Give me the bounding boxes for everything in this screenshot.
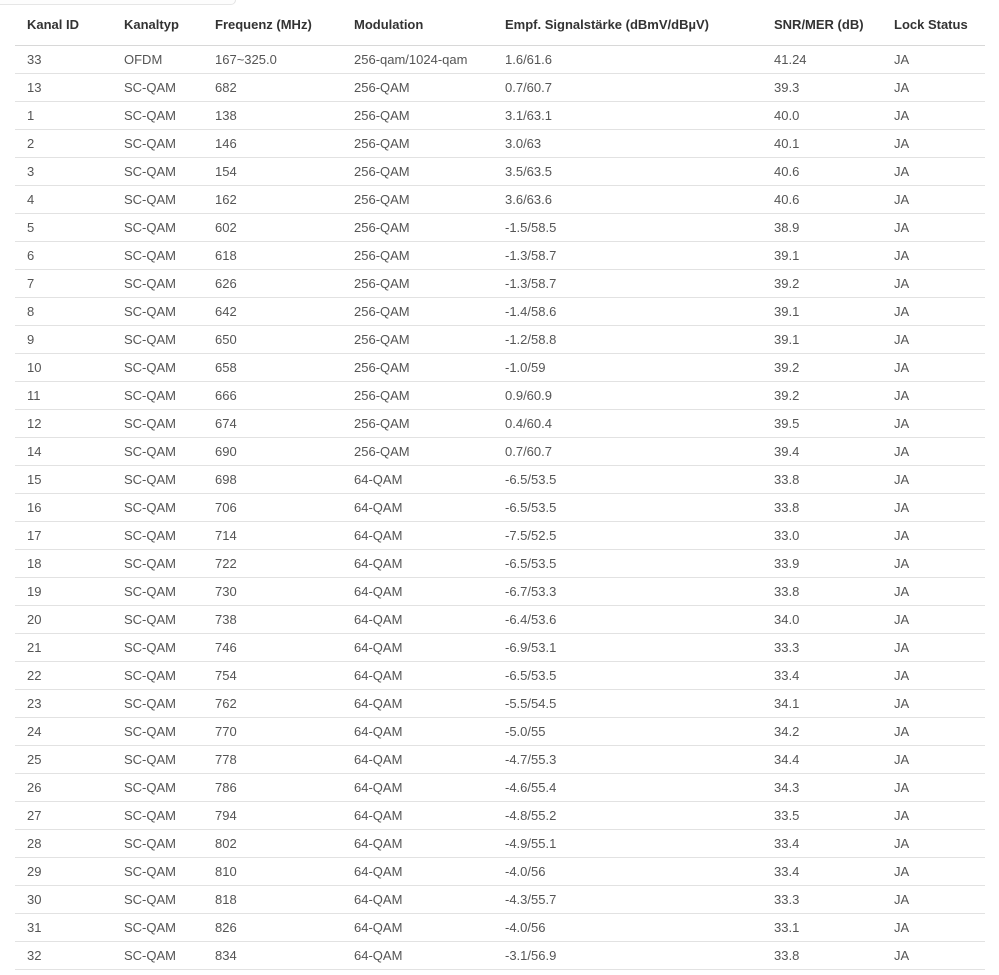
cell-signalstaerke: 1.6/61.6 — [493, 46, 762, 74]
cell-lock-status: JA — [882, 774, 985, 802]
cell-modulation: 64-QAM — [342, 746, 493, 774]
cell-signalstaerke: 3.5/63.5 — [493, 158, 762, 186]
cell-kanaltyp: SC-QAM — [112, 270, 203, 298]
cell-signalstaerke: -6.7/53.3 — [493, 578, 762, 606]
cell-snr-mer: 39.1 — [762, 298, 882, 326]
cell-frequenz: 658 — [203, 354, 342, 382]
cell-kanaltyp: SC-QAM — [112, 578, 203, 606]
cell-lock-status: JA — [882, 802, 985, 830]
cell-kanaltyp: OFDM — [112, 46, 203, 74]
cell-kanal-id: 3 — [15, 158, 112, 186]
cell-kanaltyp: SC-QAM — [112, 606, 203, 634]
table-row — [15, 466, 985, 494]
table-row — [15, 830, 985, 858]
cell-kanaltyp: SC-QAM — [112, 718, 203, 746]
cell-kanaltyp: SC-QAM — [112, 830, 203, 858]
cell-kanaltyp: SC-QAM — [112, 130, 203, 158]
cell-signalstaerke: -6.5/53.5 — [493, 662, 762, 690]
cell-frequenz: 834 — [203, 942, 342, 970]
table-row — [15, 354, 985, 382]
cell-lock-status: JA — [882, 494, 985, 522]
cell-frequenz: 754 — [203, 662, 342, 690]
cell-kanaltyp: SC-QAM — [112, 942, 203, 970]
cell-kanaltyp: SC-QAM — [112, 410, 203, 438]
column-header-kanaltyp: Kanaltyp — [112, 5, 203, 46]
table-row — [15, 802, 985, 830]
cell-frequenz: 786 — [203, 774, 342, 802]
table-row — [15, 438, 985, 466]
cell-modulation: 64-QAM — [342, 662, 493, 690]
cell-kanaltyp: SC-QAM — [112, 550, 203, 578]
cell-kanaltyp: SC-QAM — [112, 382, 203, 410]
cell-snr-mer: 33.8 — [762, 494, 882, 522]
cell-modulation: 64-QAM — [342, 718, 493, 746]
cell-signalstaerke: -4.0/56 — [493, 914, 762, 942]
cell-signalstaerke: -4.9/55.1 — [493, 830, 762, 858]
cell-signalstaerke: -6.5/53.5 — [493, 494, 762, 522]
cell-lock-status: JA — [882, 186, 985, 214]
cell-modulation: 256-qam/1024-qam — [342, 46, 493, 74]
cell-lock-status: JA — [882, 578, 985, 606]
downstream-channel-table — [15, 5, 985, 970]
cell-kanal-id: 19 — [15, 578, 112, 606]
cell-signalstaerke: -7.5/52.5 — [493, 522, 762, 550]
cell-snr-mer: 33.8 — [762, 578, 882, 606]
table-row — [15, 102, 985, 130]
table-row — [15, 606, 985, 634]
cell-lock-status: JA — [882, 550, 985, 578]
cell-modulation: 256-QAM — [342, 270, 493, 298]
cell-modulation: 256-QAM — [342, 242, 493, 270]
cell-lock-status: JA — [882, 102, 985, 130]
cell-lock-status: JA — [882, 438, 985, 466]
cell-snr-mer: 33.1 — [762, 914, 882, 942]
column-header-frequenz: Frequenz (MHz) — [203, 5, 342, 46]
cell-snr-mer: 33.0 — [762, 522, 882, 550]
cell-signalstaerke: -1.5/58.5 — [493, 214, 762, 242]
cell-frequenz: 602 — [203, 214, 342, 242]
column-header-lock-status: Lock Status — [882, 5, 985, 46]
cell-snr-mer: 40.6 — [762, 158, 882, 186]
cell-lock-status: JA — [882, 830, 985, 858]
cell-kanaltyp: SC-QAM — [112, 158, 203, 186]
cell-modulation: 64-QAM — [342, 466, 493, 494]
cell-signalstaerke: -1.2/58.8 — [493, 326, 762, 354]
cell-frequenz: 738 — [203, 606, 342, 634]
cell-kanaltyp: SC-QAM — [112, 354, 203, 382]
cell-kanaltyp: SC-QAM — [112, 690, 203, 718]
cell-snr-mer: 39.3 — [762, 74, 882, 102]
cell-kanal-id: 17 — [15, 522, 112, 550]
cell-signalstaerke: -6.5/53.5 — [493, 466, 762, 494]
cell-signalstaerke: -4.3/55.7 — [493, 886, 762, 914]
cell-frequenz: 778 — [203, 746, 342, 774]
cell-frequenz: 650 — [203, 326, 342, 354]
cell-kanaltyp: SC-QAM — [112, 466, 203, 494]
cell-snr-mer: 34.4 — [762, 746, 882, 774]
table-row — [15, 74, 985, 102]
table-row — [15, 858, 985, 886]
cell-lock-status: JA — [882, 410, 985, 438]
cell-signalstaerke: -1.0/59 — [493, 354, 762, 382]
cell-kanaltyp: SC-QAM — [112, 102, 203, 130]
cell-modulation: 64-QAM — [342, 858, 493, 886]
cell-snr-mer: 39.1 — [762, 242, 882, 270]
cell-kanal-id: 21 — [15, 634, 112, 662]
cell-modulation: 256-QAM — [342, 438, 493, 466]
cell-kanal-id: 14 — [15, 438, 112, 466]
cell-frequenz: 762 — [203, 690, 342, 718]
cell-frequenz: 794 — [203, 802, 342, 830]
cell-lock-status: JA — [882, 662, 985, 690]
table-row — [15, 634, 985, 662]
table-row — [15, 298, 985, 326]
table-row — [15, 382, 985, 410]
column-header-modulation: Modulation — [342, 5, 493, 46]
cell-kanaltyp: SC-QAM — [112, 886, 203, 914]
cell-snr-mer: 39.2 — [762, 354, 882, 382]
cell-modulation: 64-QAM — [342, 606, 493, 634]
cell-signalstaerke: -1.3/58.7 — [493, 242, 762, 270]
table-row — [15, 522, 985, 550]
cell-snr-mer: 33.4 — [762, 858, 882, 886]
cell-frequenz: 682 — [203, 74, 342, 102]
cell-modulation: 64-QAM — [342, 634, 493, 662]
cell-modulation: 256-QAM — [342, 410, 493, 438]
cell-lock-status: JA — [882, 354, 985, 382]
cell-modulation: 256-QAM — [342, 354, 493, 382]
table-row — [15, 774, 985, 802]
cell-kanal-id: 20 — [15, 606, 112, 634]
cell-kanal-id: 23 — [15, 690, 112, 718]
cell-snr-mer: 40.1 — [762, 130, 882, 158]
cell-snr-mer: 34.3 — [762, 774, 882, 802]
cell-modulation: 64-QAM — [342, 550, 493, 578]
table-header-row — [15, 5, 985, 46]
cell-lock-status: JA — [882, 214, 985, 242]
cell-snr-mer: 39.2 — [762, 382, 882, 410]
cell-lock-status: JA — [882, 858, 985, 886]
table-row — [15, 326, 985, 354]
table-row — [15, 690, 985, 718]
table-row — [15, 186, 985, 214]
cell-lock-status: JA — [882, 522, 985, 550]
cell-signalstaerke: 0.9/60.9 — [493, 382, 762, 410]
cell-kanal-id: 29 — [15, 858, 112, 886]
cell-signalstaerke: -4.0/56 — [493, 858, 762, 886]
cell-snr-mer: 39.2 — [762, 270, 882, 298]
cell-signalstaerke: -4.6/55.4 — [493, 774, 762, 802]
table-row — [15, 214, 985, 242]
cell-modulation: 256-QAM — [342, 102, 493, 130]
cell-frequenz: 138 — [203, 102, 342, 130]
table-row — [15, 46, 985, 74]
cell-frequenz: 146 — [203, 130, 342, 158]
table-row — [15, 718, 985, 746]
cell-frequenz: 730 — [203, 578, 342, 606]
column-header-snr-mer: SNR/MER (dB) — [762, 5, 882, 46]
cell-modulation: 256-QAM — [342, 214, 493, 242]
cell-kanal-id: 12 — [15, 410, 112, 438]
cell-kanal-id: 24 — [15, 718, 112, 746]
cell-signalstaerke: 0.7/60.7 — [493, 74, 762, 102]
table-row — [15, 886, 985, 914]
cell-kanaltyp: SC-QAM — [112, 242, 203, 270]
cell-frequenz: 618 — [203, 242, 342, 270]
cell-modulation: 64-QAM — [342, 578, 493, 606]
cell-kanaltyp: SC-QAM — [112, 634, 203, 662]
cell-lock-status: JA — [882, 690, 985, 718]
table-row — [15, 550, 985, 578]
cell-modulation: 64-QAM — [342, 494, 493, 522]
cell-signalstaerke: -5.5/54.5 — [493, 690, 762, 718]
table-row — [15, 130, 985, 158]
cell-modulation: 64-QAM — [342, 942, 493, 970]
cell-modulation: 64-QAM — [342, 690, 493, 718]
cell-signalstaerke: -6.5/53.5 — [493, 550, 762, 578]
cell-kanaltyp: SC-QAM — [112, 774, 203, 802]
cell-snr-mer: 40.6 — [762, 186, 882, 214]
cell-kanal-id: 15 — [15, 466, 112, 494]
cell-frequenz: 810 — [203, 858, 342, 886]
table-row — [15, 942, 985, 970]
cell-frequenz: 698 — [203, 466, 342, 494]
cell-kanal-id: 22 — [15, 662, 112, 690]
table-row — [15, 494, 985, 522]
cell-kanal-id: 7 — [15, 270, 112, 298]
cell-lock-status: JA — [882, 298, 985, 326]
cell-snr-mer: 39.1 — [762, 326, 882, 354]
cell-signalstaerke: 3.6/63.6 — [493, 186, 762, 214]
cell-kanal-id: 11 — [15, 382, 112, 410]
cell-snr-mer: 39.5 — [762, 410, 882, 438]
cell-kanal-id: 31 — [15, 914, 112, 942]
cell-modulation: 256-QAM — [342, 158, 493, 186]
table-body — [15, 46, 985, 970]
cell-lock-status: JA — [882, 130, 985, 158]
cell-frequenz: 714 — [203, 522, 342, 550]
cell-frequenz: 690 — [203, 438, 342, 466]
cell-kanal-id: 13 — [15, 74, 112, 102]
table-row — [15, 578, 985, 606]
cell-frequenz: 770 — [203, 718, 342, 746]
cell-lock-status: JA — [882, 46, 985, 74]
table-row — [15, 914, 985, 942]
cell-kanal-id: 16 — [15, 494, 112, 522]
cell-frequenz: 642 — [203, 298, 342, 326]
cell-frequenz: 826 — [203, 914, 342, 942]
cell-lock-status: JA — [882, 718, 985, 746]
cell-modulation: 64-QAM — [342, 830, 493, 858]
cell-modulation: 64-QAM — [342, 774, 493, 802]
cell-kanal-id: 25 — [15, 746, 112, 774]
table-row — [15, 410, 985, 438]
cell-frequenz: 626 — [203, 270, 342, 298]
cell-signalstaerke: 0.7/60.7 — [493, 438, 762, 466]
cell-signalstaerke: 3.1/63.1 — [493, 102, 762, 130]
cell-snr-mer: 33.5 — [762, 802, 882, 830]
cell-kanal-id: 18 — [15, 550, 112, 578]
cell-lock-status: JA — [882, 886, 985, 914]
cell-modulation: 64-QAM — [342, 914, 493, 942]
cell-kanaltyp: SC-QAM — [112, 522, 203, 550]
cell-kanal-id: 2 — [15, 130, 112, 158]
cell-kanal-id: 9 — [15, 326, 112, 354]
cell-frequenz: 674 — [203, 410, 342, 438]
cell-lock-status: JA — [882, 606, 985, 634]
cell-kanal-id: 6 — [15, 242, 112, 270]
cell-snr-mer: 34.2 — [762, 718, 882, 746]
cell-lock-status: JA — [882, 158, 985, 186]
cell-snr-mer: 33.9 — [762, 550, 882, 578]
cell-kanaltyp: SC-QAM — [112, 438, 203, 466]
cell-modulation: 256-QAM — [342, 186, 493, 214]
cell-signalstaerke: -1.3/58.7 — [493, 270, 762, 298]
cell-signalstaerke: -4.8/55.2 — [493, 802, 762, 830]
cell-kanaltyp: SC-QAM — [112, 746, 203, 774]
table-row — [15, 746, 985, 774]
cell-frequenz: 154 — [203, 158, 342, 186]
cell-kanaltyp: SC-QAM — [112, 74, 203, 102]
cell-snr-mer: 33.8 — [762, 942, 882, 970]
cell-signalstaerke: 0.4/60.4 — [493, 410, 762, 438]
cell-frequenz: 722 — [203, 550, 342, 578]
table-row — [15, 242, 985, 270]
cell-kanal-id: 5 — [15, 214, 112, 242]
cell-kanaltyp: SC-QAM — [112, 214, 203, 242]
cell-signalstaerke: -6.9/53.1 — [493, 634, 762, 662]
cell-kanaltyp: SC-QAM — [112, 326, 203, 354]
cell-kanal-id: 26 — [15, 774, 112, 802]
cell-lock-status: JA — [882, 326, 985, 354]
cell-modulation: 256-QAM — [342, 74, 493, 102]
cell-lock-status: JA — [882, 466, 985, 494]
cell-frequenz: 162 — [203, 186, 342, 214]
cell-kanal-id: 32 — [15, 942, 112, 970]
cell-frequenz: 666 — [203, 382, 342, 410]
cell-frequenz: 706 — [203, 494, 342, 522]
cell-kanal-id: 10 — [15, 354, 112, 382]
cell-lock-status: JA — [882, 382, 985, 410]
cell-modulation: 64-QAM — [342, 802, 493, 830]
cell-lock-status: JA — [882, 634, 985, 662]
column-header-signalstaerke: Empf. Signalstärke (dBmV/dBµV) — [493, 5, 762, 46]
cell-frequenz: 818 — [203, 886, 342, 914]
cell-modulation: 256-QAM — [342, 326, 493, 354]
table-head — [15, 5, 985, 46]
cell-kanal-id: 4 — [15, 186, 112, 214]
cell-signalstaerke: 3.0/63 — [493, 130, 762, 158]
cell-kanal-id: 28 — [15, 830, 112, 858]
cell-signalstaerke: -1.4/58.6 — [493, 298, 762, 326]
table-row — [15, 158, 985, 186]
cell-frequenz: 746 — [203, 634, 342, 662]
cell-lock-status: JA — [882, 74, 985, 102]
cell-lock-status: JA — [882, 746, 985, 774]
table-row — [15, 662, 985, 690]
cell-modulation: 64-QAM — [342, 522, 493, 550]
cell-snr-mer: 33.8 — [762, 466, 882, 494]
cell-kanaltyp: SC-QAM — [112, 186, 203, 214]
cell-frequenz: 802 — [203, 830, 342, 858]
cell-lock-status: JA — [882, 242, 985, 270]
cell-modulation: 256-QAM — [342, 130, 493, 158]
cell-modulation: 256-QAM — [342, 382, 493, 410]
cell-kanaltyp: SC-QAM — [112, 494, 203, 522]
cell-kanaltyp: SC-QAM — [112, 662, 203, 690]
cell-kanal-id: 30 — [15, 886, 112, 914]
cell-signalstaerke: -4.7/55.3 — [493, 746, 762, 774]
cell-snr-mer: 40.0 — [762, 102, 882, 130]
cell-kanaltyp: SC-QAM — [112, 802, 203, 830]
cell-kanal-id: 27 — [15, 802, 112, 830]
cell-kanal-id: 33 — [15, 46, 112, 74]
table-row — [15, 270, 985, 298]
cell-modulation: 256-QAM — [342, 298, 493, 326]
cell-modulation: 64-QAM — [342, 886, 493, 914]
cell-signalstaerke: -3.1/56.9 — [493, 942, 762, 970]
cell-snr-mer: 39.4 — [762, 438, 882, 466]
cell-kanal-id: 1 — [15, 102, 112, 130]
cell-lock-status: JA — [882, 942, 985, 970]
cell-snr-mer: 33.3 — [762, 886, 882, 914]
cell-signalstaerke: -5.0/55 — [493, 718, 762, 746]
cell-kanaltyp: SC-QAM — [112, 858, 203, 886]
cell-snr-mer: 38.9 — [762, 214, 882, 242]
cell-snr-mer: 33.4 — [762, 662, 882, 690]
channel-table-container — [15, 5, 985, 970]
cell-snr-mer: 41.24 — [762, 46, 882, 74]
cell-kanaltyp: SC-QAM — [112, 914, 203, 942]
cell-snr-mer: 34.0 — [762, 606, 882, 634]
cell-snr-mer: 34.1 — [762, 690, 882, 718]
cell-kanaltyp: SC-QAM — [112, 298, 203, 326]
cell-snr-mer: 33.4 — [762, 830, 882, 858]
cell-lock-status: JA — [882, 270, 985, 298]
cell-frequenz: 167~325.0 — [203, 46, 342, 74]
column-header-kanal-id: Kanal ID — [15, 5, 112, 46]
cell-signalstaerke: -6.4/53.6 — [493, 606, 762, 634]
cell-lock-status: JA — [882, 914, 985, 942]
cell-kanal-id: 8 — [15, 298, 112, 326]
cell-snr-mer: 33.3 — [762, 634, 882, 662]
